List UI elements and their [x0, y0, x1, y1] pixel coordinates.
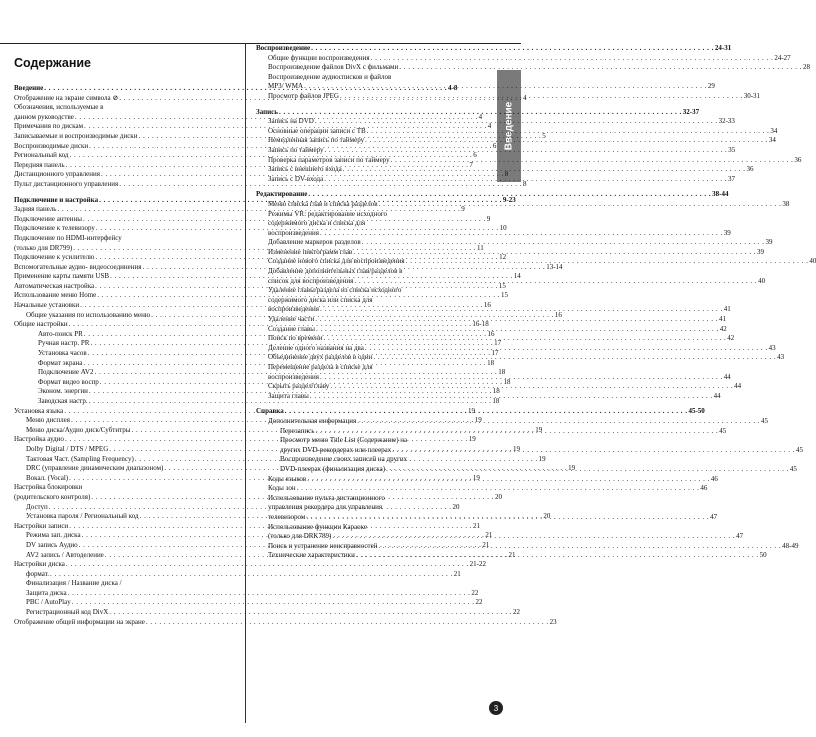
- toc-entry-line: содержимого диска или списка для: [268, 295, 373, 304]
- dot-leader: [325, 146, 728, 156]
- dot-leader: [320, 305, 723, 315]
- toc-page-ref: 9-23: [502, 195, 516, 204]
- toc-page-ref: 24-27: [774, 53, 791, 62]
- toc-page-ref: 15: [501, 291, 509, 300]
- toc-page-ref: 19: [535, 425, 543, 434]
- toc-entry-title: Воспроизведение: [256, 44, 311, 52]
- toc-entry-line: Настройка блокировки: [14, 483, 83, 492]
- toc-entry-title: Доступ: [26, 502, 48, 511]
- toc-page-ref: 44: [734, 382, 742, 391]
- toc-entry[interactable]: [256, 165, 754, 175]
- dot-leader: [391, 156, 794, 166]
- toc-entry-line: Режимы VR: редактирование исходного: [268, 209, 388, 218]
- toc-page-ref: 39: [757, 247, 764, 256]
- toc-entry-title: Подключение AV2: [38, 368, 94, 377]
- toc-entry-line: Перемещение раздела в списке для: [268, 363, 373, 371]
- toc-entry-title: Установка часов: [38, 349, 87, 358]
- toc-entry-title: Меню диска/Аудио диск/Субтитры: [26, 425, 131, 434]
- dot-leader: [340, 92, 743, 102]
- dot-leader: [324, 175, 727, 185]
- toc-entry-title: Общие настройки: [14, 320, 68, 329]
- toc-entry-title: Общие указания по использованию меню: [26, 310, 151, 319]
- toc-page-ref: 16-18: [472, 320, 489, 329]
- toc-entry-title: (родительского контроля): [14, 492, 91, 501]
- dot-leader: [310, 392, 713, 402]
- toc-entry-title: Деление одного названия на два: [268, 343, 364, 352]
- dot-leader: [109, 608, 512, 618]
- toc-page-ref: 45: [795, 445, 803, 454]
- dot-leader: [378, 542, 781, 552]
- toc-entry-title: Запись с DV-входа: [268, 174, 324, 183]
- toc-entry-title: Меню списка глав и списка разделов: [268, 199, 378, 208]
- toc-entry[interactable]: [14, 598, 483, 608]
- dot-leader: [367, 127, 770, 137]
- toc-entry-line: Использование пульта дистанционного: [268, 493, 385, 502]
- toc-entry-title: Изменение пиктограмм глав: [268, 247, 353, 256]
- toc-page-ref: 19: [513, 444, 521, 453]
- toc-page-ref: 16: [487, 329, 495, 338]
- toc-page-ref: 19: [472, 473, 480, 482]
- toc-entry-title: формат.: [26, 569, 50, 578]
- toc-page-ref: 4: [478, 112, 483, 121]
- toc-entry-line: управления рекордера для управления: [268, 503, 383, 512]
- toc-page-ref: 47: [736, 532, 744, 541]
- toc-entry-line: Воспроизведение аудиосписков и файлов: [268, 72, 392, 81]
- toc-page-ref: 15: [498, 281, 506, 290]
- dot-leader: [72, 598, 475, 608]
- toc-page-ref: 11: [477, 243, 484, 252]
- toc-page-ref: 39: [765, 238, 773, 247]
- toc-page-ref: 20: [495, 492, 503, 501]
- toc-entry-title: Регистрационный код DivX: [26, 608, 109, 617]
- toc-entry-title: Воспроизводимые диски: [14, 141, 89, 150]
- toc-page-ref: 19: [568, 464, 576, 473]
- toc-entry-title: Отображение общей информации на экране: [14, 617, 145, 626]
- dot-leader: [279, 108, 682, 118]
- toc-entry-title: Защита диска: [26, 588, 67, 597]
- toc-entry-title: Подключение к усилителю: [14, 253, 95, 262]
- toc-entry-title: Воспроизведение файлов DivX с фильмами: [268, 63, 399, 72]
- toc-entry-title: Примечания по дискам: [14, 122, 83, 131]
- toc-page-ref: 5: [542, 131, 546, 140]
- dot-leader: [356, 551, 759, 561]
- toc-entry-title: Отображение на экране символа ⊘: [14, 93, 119, 102]
- toc-entry[interactable]: [256, 91, 761, 102]
- toc-entry-title: Основные операции записи с ТВ: [268, 126, 366, 135]
- toc-page-ref: 43: [777, 353, 785, 362]
- toc-page-ref: 30-31: [743, 91, 761, 100]
- toc-entry-title: Записываемые и воспроизводимые диски: [14, 131, 138, 140]
- dot-leader: [146, 618, 549, 628]
- toc-entry-title: Вокал. (Vocal): [26, 473, 69, 482]
- toc-page-ref: 7: [469, 160, 473, 169]
- toc-page-ref: 28: [803, 63, 810, 72]
- dot-leader: [365, 344, 768, 354]
- toc-entry-line: Обозначения, используемые в: [14, 103, 104, 112]
- toc-page-ref: 21: [482, 540, 490, 549]
- toc-entry[interactable]: [256, 484, 708, 494]
- toc-page-ref: 43: [768, 343, 776, 352]
- toc-page-ref: 6: [473, 151, 477, 160]
- toc-entry-title: Запись с внешнего входа: [268, 165, 342, 174]
- toc-entry-title: Установка пароля / Региональный код: [26, 512, 139, 521]
- toc-entry-title: Просмотр меню Title List (Содержание) на: [280, 436, 408, 445]
- toc-entry-title: Технические характеристики: [268, 551, 355, 560]
- dot-leader: [399, 63, 802, 73]
- toc-page-ref: 9: [461, 205, 465, 214]
- toc-entry[interactable]: [14, 560, 486, 570]
- toc-entry-title: Коды языков: [268, 474, 307, 483]
- toc-page-ref: 19: [468, 435, 476, 444]
- dot-leader: [373, 353, 776, 363]
- dot-leader: [315, 117, 718, 127]
- toc-entry-title: Проверка параметров записи по таймеру: [268, 155, 390, 164]
- dot-leader: [306, 513, 709, 523]
- toc-entry[interactable]: [256, 117, 735, 127]
- toc-page-ref: 20: [452, 502, 460, 511]
- toc-entry-title: Использование меню Home: [14, 291, 97, 300]
- toc-page-ref: 17: [491, 349, 499, 358]
- toc-page-ref: 12: [499, 253, 507, 262]
- toc-page-ref: 21: [472, 521, 480, 530]
- toc-entry-title: Удаление части: [268, 315, 315, 324]
- toc-entry-title: Ручная настр. PR: [38, 339, 90, 348]
- toc-entry[interactable]: [256, 145, 736, 156]
- toc-entry[interactable]: [256, 53, 791, 64]
- toc-entry-title: Меню дисплея: [26, 416, 70, 425]
- dot-leader: [308, 190, 711, 200]
- toc-entry-title: Эконом. энергии: [38, 387, 88, 396]
- dot-leader: [354, 277, 757, 287]
- toc-entry-title: Объединение двух разделов в один: [268, 353, 373, 362]
- toc-page-ref: 4: [523, 93, 527, 102]
- toc-entry-title: Редактирование: [256, 190, 308, 199]
- toc-entry-title: Авто-поиск PR: [38, 329, 83, 338]
- toc-entry-title: Задняя панель: [14, 205, 57, 214]
- dot-leader: [66, 560, 469, 570]
- toc-page-ref: 38-44: [712, 190, 729, 199]
- toc-entry[interactable]: [14, 608, 521, 618]
- toc-entry-title: Просмотр файлов JPEG: [268, 91, 339, 100]
- dot-leader: [297, 484, 700, 494]
- toc-entry-title: Формат видео воспр: [38, 377, 99, 386]
- toc-page-ref: 18: [498, 368, 506, 377]
- toc-page-ref: 36: [746, 165, 754, 174]
- toc-entry-title: Подключение и настройка: [14, 195, 99, 204]
- toc-entry[interactable]: [14, 569, 461, 580]
- dot-leader: [285, 407, 688, 417]
- toc-entry-title: DV запись Аудио: [26, 540, 78, 549]
- toc-entry-title: Вспомогательные аудио- видеосоединения: [14, 262, 142, 271]
- dot-leader: [307, 475, 710, 485]
- toc-page-ref: 18: [487, 358, 495, 367]
- toc-entry-title: других DVD-рекордерах или плеерах: [280, 445, 392, 454]
- toc-entry[interactable]: [256, 63, 810, 73]
- toc-entry-title: Передняя панель: [14, 160, 65, 169]
- toc-entry-title: Региональный код: [14, 151, 69, 160]
- dot-leader: [316, 325, 719, 335]
- toc-page-ref: 20: [543, 512, 551, 521]
- toc-page-ref: 22: [475, 598, 483, 607]
- toc-entry-title: DVD-плеерах (финализация диска): [280, 464, 386, 473]
- toc-entry[interactable]: [256, 436, 476, 446]
- toc-entry-title: Заводская настр.: [38, 397, 88, 405]
- dot-leader: [379, 200, 782, 210]
- toc-entry-title: воспроизведения: [268, 305, 319, 314]
- toc-page-ref: 21: [508, 550, 516, 559]
- toc-entry-title: Добавление маркеров разделов: [268, 238, 361, 247]
- toc-page-ref: 29: [707, 82, 715, 91]
- dot-leader: [320, 229, 723, 239]
- toc-entry-title: Режима зап. диска: [26, 531, 81, 540]
- toc-entry-title: Поиск и устранение неисправностей: [268, 541, 378, 550]
- toc-entry-title: список для воспроизведения: [268, 276, 354, 285]
- toc-entry-title: Запись по таймеру: [268, 145, 324, 154]
- toc-page-ref: 19: [468, 406, 476, 415]
- toc-page-ref: 13-14: [546, 262, 563, 271]
- toc-entry-title: Скрыть раздел/главу: [268, 382, 330, 391]
- toc-page-ref: 14: [513, 272, 521, 281]
- toc-page-ref: 36: [794, 155, 802, 164]
- toc-page-ref: 44: [723, 372, 731, 381]
- toc-page-ref: 48-49: [782, 541, 799, 550]
- toc-entry-title: Справка: [256, 407, 284, 416]
- toc-entry-title: Автоматическая настройка: [14, 281, 95, 290]
- toc-page-ref: 21-22: [469, 560, 486, 569]
- dot-leader: [365, 136, 768, 146]
- toc-page-ref: 46: [710, 474, 718, 483]
- toc-section-heading[interactable]: [256, 407, 705, 417]
- dot-leader: [315, 427, 718, 437]
- toc-page-ref: 34: [770, 126, 778, 135]
- toc-entry-title: данном руководстве: [14, 112, 74, 121]
- toc-page-ref: 17: [494, 339, 502, 348]
- toc-page-ref: 45: [789, 464, 797, 473]
- toc-entry-line: Удаление главы/раздела из списка исходного: [268, 286, 402, 295]
- toc-entry-title: Дополнительная информация: [268, 416, 357, 425]
- toc-section-heading[interactable]: [256, 107, 700, 118]
- toc-entry-title: Установка языка: [14, 406, 64, 415]
- toc-page-ref: 46: [700, 484, 708, 493]
- toc-entry-title: Дистанционного управления: [14, 170, 100, 179]
- toc-page-ref: 22: [471, 588, 479, 597]
- toc-page-ref: 45: [719, 426, 727, 435]
- toc-entry-line: Использование функции Караоке: [268, 522, 368, 531]
- dot-leader: [304, 82, 707, 92]
- toc-entry-title: Применение карты памяти USB: [14, 272, 110, 281]
- toc-entry[interactable]: [14, 179, 527, 190]
- toc-page-ref: 23: [549, 617, 557, 626]
- toc-entry-title: DRC (управление динамическим диапазоном): [26, 464, 164, 473]
- dot-leader: [324, 334, 727, 344]
- toc-entry[interactable]: [14, 397, 500, 407]
- toc-entry-title: Коды зон: [268, 484, 296, 493]
- toc-page-ref: 18: [492, 397, 500, 405]
- toc-page-ref: 9: [486, 214, 491, 223]
- dot-leader: [311, 44, 714, 54]
- toc-entry-title: Запись: [256, 107, 278, 116]
- toc-entry-title: Начальные установки: [14, 301, 80, 310]
- toc-page-ref: 42: [727, 334, 735, 343]
- toc-entry-title: Подключение антенны: [14, 214, 82, 223]
- dot-leader: [320, 373, 723, 383]
- toc-entry-title: воспроизведения: [268, 228, 319, 237]
- dot-leader: [357, 417, 760, 427]
- toc-page-ref: 37: [727, 174, 735, 183]
- toc-page-ref: 45: [760, 416, 768, 425]
- toc-page-ref: 6: [492, 141, 497, 150]
- toc-page-ref: 24-31: [714, 44, 732, 52]
- toc-entry-title: Защита главы: [268, 391, 309, 400]
- toc-page-ref: 40: [809, 257, 816, 266]
- dot-leader: [406, 257, 809, 267]
- toc-entry-title: телевизором: [268, 512, 306, 521]
- toc-entry[interactable]: [256, 155, 802, 166]
- toc-entry-line: Добавление дополнительных глав/разделов в: [268, 267, 403, 276]
- toc-page-ref: 32-37: [682, 107, 700, 116]
- toc-entry[interactable]: [256, 82, 715, 92]
- toc-page-ref: 19: [538, 454, 546, 463]
- toc-section-heading[interactable]: [256, 44, 732, 54]
- toc-entry-line: Подключение по HDMI-интерфейсу: [14, 233, 122, 242]
- toc-page-ref: 16: [483, 301, 491, 310]
- dot-leader: [392, 446, 795, 456]
- toc-entry-line: Финализация / Название диска /: [26, 579, 122, 588]
- toc-entry[interactable]: [256, 174, 735, 185]
- dot-leader: [353, 248, 756, 258]
- toc-page-ref: 42: [719, 324, 727, 333]
- toc-entry-title: Поиск по времени: [268, 334, 323, 343]
- dot-leader: [371, 54, 774, 64]
- dot-leader: [315, 315, 718, 325]
- toc-page-ref: 19: [474, 416, 482, 425]
- toc-entry-title: (только для DR799): [14, 243, 73, 252]
- toc-page-ref: 18: [503, 377, 511, 386]
- dot-leader: [68, 589, 471, 599]
- toc-page-ref: 44: [713, 391, 721, 400]
- toc-entry-line: содержимого диска и списка для: [268, 219, 366, 228]
- toc-entry-title: Настройки записи: [14, 521, 69, 530]
- dot-leader: [386, 465, 789, 475]
- page-title: Содержание: [14, 56, 92, 70]
- toc-entry-title: воспроизведения: [268, 372, 319, 381]
- toc-entry-title: PBC / AutoPlay: [26, 598, 71, 607]
- toc-entry-title: Введение: [14, 84, 44, 92]
- toc-entry-title: Создание главы: [268, 324, 315, 333]
- toc-entry-title: Тактовая Част. (Sampling Frequency): [26, 454, 134, 463]
- toc-page-ref: 34: [768, 136, 776, 145]
- toc-entry[interactable]: [256, 136, 776, 146]
- toc-page-ref: 8: [522, 179, 527, 188]
- toc-entry-line: Воспроизведение своих записей на других: [280, 455, 408, 464]
- toc-page-ref: 32-33: [718, 117, 735, 126]
- toc-entry[interactable]: [256, 126, 778, 137]
- toc-entry-title: Общие функции воспроизведения: [268, 53, 370, 62]
- toc-page-ref: 21: [453, 569, 461, 578]
- toc-entry-title: Перезапись: [280, 426, 315, 435]
- toc-entry-title: MP3/ WMA: [268, 82, 304, 91]
- toc-entry-title: Создание нового списка для воспроизведения: [268, 257, 405, 266]
- toc-entry-title: Настройки диска: [14, 560, 65, 569]
- toc-entry[interactable]: [14, 617, 557, 628]
- toc-entry-title: Настройка аудио: [14, 435, 64, 444]
- dot-leader: [362, 238, 765, 248]
- toc-page-ref: 22: [513, 608, 521, 617]
- toc-page-ref: 39: [723, 228, 731, 237]
- toc-page-ref: 35: [728, 145, 736, 154]
- dot-leader: [343, 165, 746, 175]
- toc-page-ref: 4-8: [448, 84, 458, 92]
- toc-page-ref: 40: [758, 276, 766, 285]
- toc-page-ref: 45-50: [688, 407, 705, 416]
- dot-leader: [50, 570, 453, 580]
- toc-entry[interactable]: [14, 588, 479, 599]
- toc-page-ref: 4: [487, 122, 492, 131]
- toc-page-ref: 50: [759, 551, 767, 560]
- toc-page-ref: 8: [504, 170, 509, 179]
- toc-entry-title: Подключение к телевизору: [14, 224, 95, 233]
- toc-page-ref: 18: [492, 387, 500, 396]
- toc-entry-title: (только для DRK789): [268, 532, 332, 541]
- toc-page-ref: 47: [710, 512, 718, 521]
- side-tab-label: Введение: [503, 101, 515, 151]
- dot-leader: [332, 532, 735, 542]
- toc-page-ref: 16: [554, 310, 562, 319]
- toc-page-ref: 41: [718, 315, 726, 324]
- page-number: 3: [489, 701, 503, 715]
- toc-page-ref: 21: [485, 531, 493, 540]
- toc-entry-title: Пульт дистанционного управления: [14, 179, 119, 188]
- toc-page-ref: 38: [782, 199, 790, 208]
- toc-page-ref: 41: [723, 305, 731, 314]
- toc-entry-title: Dolby Digital / DTS / MPEG: [26, 444, 109, 453]
- toc-entry-title: Немедленная запись по таймеру: [268, 136, 365, 145]
- toc-entry-title: AV2 запись / Автоделение: [26, 550, 104, 559]
- toc-entry-title: Формат экрана: [38, 358, 83, 367]
- toc-page-ref: 10: [499, 224, 507, 233]
- toc-entry-title: Запись на DVD: [268, 117, 314, 126]
- dot-leader: [330, 382, 733, 392]
